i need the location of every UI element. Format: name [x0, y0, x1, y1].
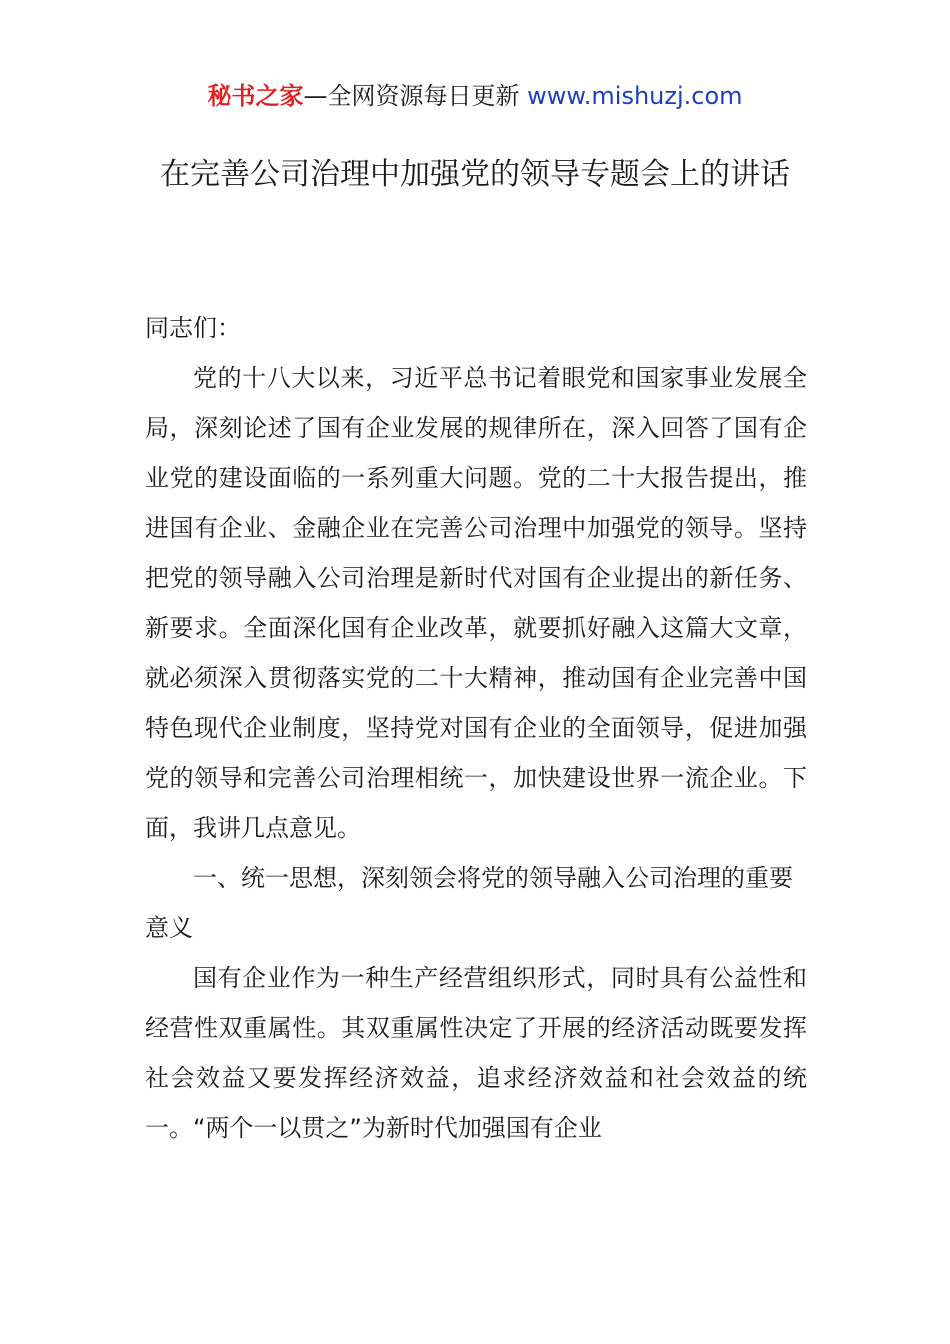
document-title: 在完善公司治理中加强党的领导专题会上的讲话	[160, 157, 790, 192]
header-tagline: —全网资源每日更新	[303, 82, 528, 110]
section-heading: 一、统一思想，深刻领会将党的领导融入公司治理的重要意义	[145, 864, 793, 942]
salutation: 同志们：	[145, 314, 241, 342]
brand-name: 秘书之家	[207, 82, 304, 110]
site-header	[0, 80, 950, 112]
site-url-link[interactable]: www.mishuzj.com	[527, 82, 743, 110]
body-paragraph: 党的十八大以来，习近平总书记着眼党和国家事业发展全局，深刻论述了国有企业发展的规律所在，深入回答了国有企业党的建设面临的一系列重大问题。党的二十大报告提出，推进国有企业、金融企业在完善公司治理中加强党的领导。坚持把党的领导融入公司治理是新时代对国有企业提出的新任务、新要求。全面深化国有企业改革，就要抓好融入这篇大文章，就必须深入贯彻落实党的二十大精神，推动国有企业完善中国特色现代企业制度，坚持党对国有企业的全面领导，促进加强党的领导和完善公司治理相统一，加快建设世界一流企业。下面，我讲几点意见。	[145, 364, 807, 842]
section-paragraph: 国有企业作为一种生产经营组织形式，同时具有公益性和经营性双重属性。其双重属性决定了开展的经济活动既要发挥社会效益又要发挥经济效益，追求经济效益和社会效益的统一。“两个一以贯之”为新时代加强国有企业	[145, 964, 807, 1142]
document-body	[145, 303, 807, 1153]
